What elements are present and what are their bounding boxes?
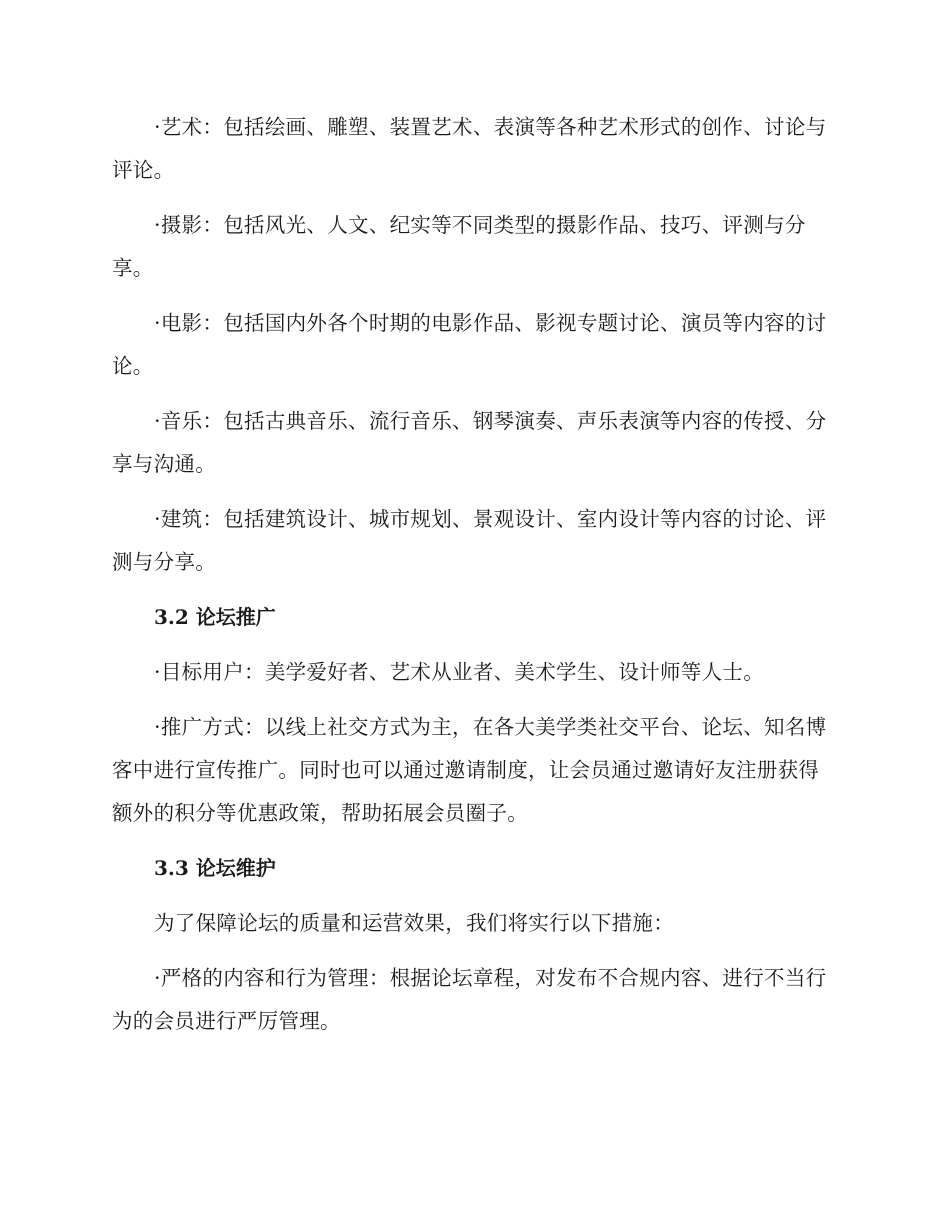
paragraph-content-management: ·严格的内容和行为管理：根据论坛章程，对发布不合规内容、进行不当行为的会员进行严厉管理。 <box>112 966 827 1033</box>
section-heading-forum-promotion: 3.2 论坛推广 <box>154 605 276 629</box>
paragraph-film: ·电影：包括国内外各个时期的电影作品、影视专题讨论、演员等内容的讨论。 <box>112 311 827 378</box>
paragraph-maintenance-intro: 为了保障论坛的质量和运营效果，我们将实行以下措施： <box>154 911 674 935</box>
paragraph-target-users: ·目标用户：美学爱好者、艺术从业者、美术学生、设计师等人士。 <box>154 660 765 684</box>
document-page <box>112 106 832 1043</box>
paragraph-art: ·艺术：包括绘画、雕塑、装置艺术、表演等各种艺术形式的创作、讨论与评论。 <box>112 115 827 182</box>
paragraph-architecture: ·建筑：包括建筑设计、城市规划、景观设计、室内设计等内容的讨论、评测与分享。 <box>112 507 827 574</box>
paragraph-promotion-method: ·推广方式：以线上社交方式为主，在各大美学类社交平台、论坛、知名博客中进行宣传推广。同时也可以通过邀请制度，让会员通过邀请好友注册获得额外的积分等优惠政策，帮助拓展会员圈子。 <box>112 715 827 825</box>
paragraph-music: ·音乐：包括古典音乐、流行音乐、钢琴演奏、声乐表演等内容的传授、分享与沟通。 <box>112 409 827 476</box>
section-heading-forum-maintenance: 3.3 论坛维护 <box>154 856 276 880</box>
paragraph-photography: ·摄影：包括风光、人文、纪实等不同类型的摄影作品、技巧、评测与分享。 <box>112 213 806 280</box>
